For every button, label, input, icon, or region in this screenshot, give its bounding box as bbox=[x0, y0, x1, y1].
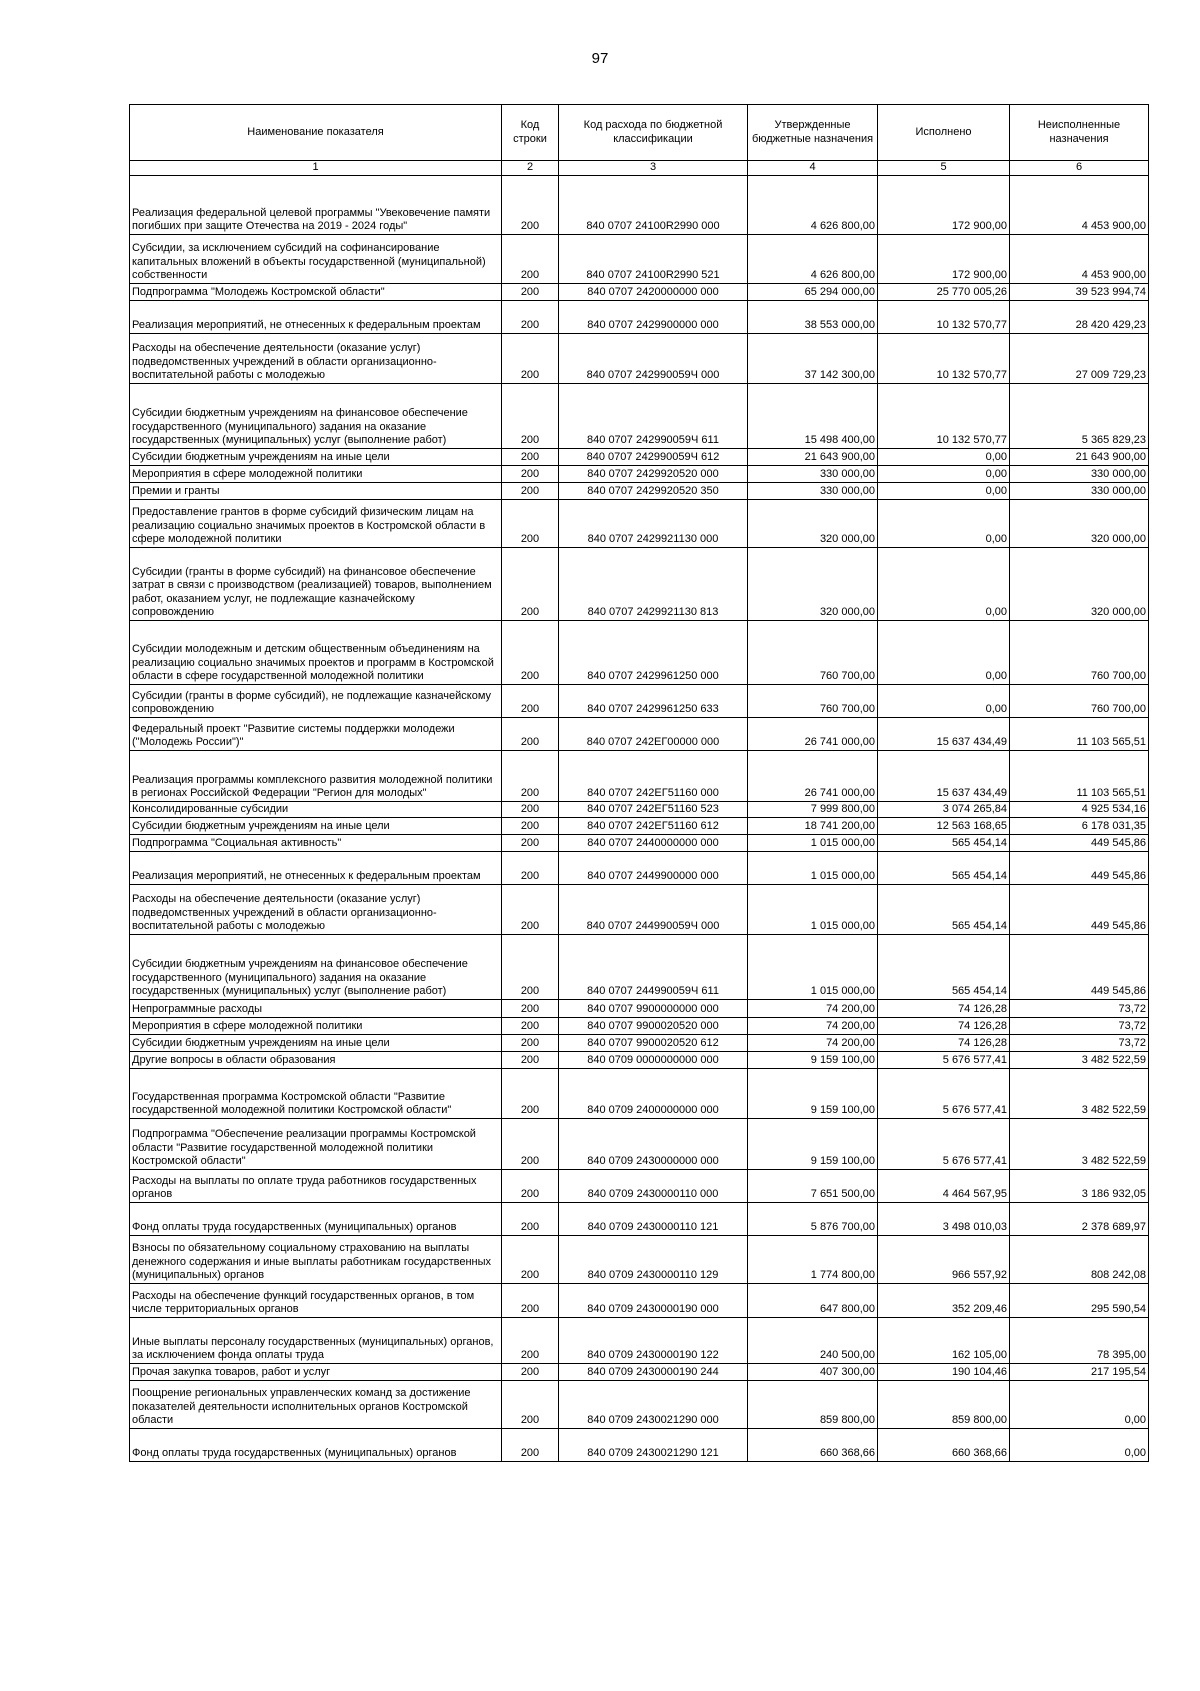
cell-approved: 760 700,00 bbox=[748, 621, 878, 685]
table-row bbox=[130, 1119, 1149, 1170]
cell-line-code: 200 bbox=[502, 483, 559, 500]
cell-approved: 660 368,66 bbox=[748, 1429, 878, 1462]
cell-executed: 0,00 bbox=[878, 449, 1010, 466]
cell-approved: 9 159 100,00 bbox=[748, 1052, 878, 1069]
cell-name: Расходы на обеспечение деятельности (оказание услуг) подведомственных учреждений в области организационно-воспитательной работы с молодежью bbox=[130, 885, 502, 935]
col-number: 5 bbox=[878, 161, 1010, 176]
cell-line-code: 200 bbox=[502, 718, 559, 751]
cell-approved: 1 774 800,00 bbox=[748, 1236, 878, 1284]
cell-line-code: 200 bbox=[502, 500, 559, 548]
cell-remaining: 330 000,00 bbox=[1010, 483, 1149, 500]
cell-remaining: 73,72 bbox=[1010, 1018, 1149, 1035]
cell-remaining: 78 395,00 bbox=[1010, 1318, 1149, 1364]
table-row bbox=[130, 384, 1149, 449]
cell-classification: 840 0709 2430000190 122 bbox=[559, 1318, 748, 1364]
cell-executed: 660 368,66 bbox=[878, 1429, 1010, 1462]
cell-approved: 74 200,00 bbox=[748, 1018, 878, 1035]
col-header-code: Код строки bbox=[502, 105, 559, 161]
cell-line-code: 200 bbox=[502, 1035, 559, 1052]
col-number: 6 bbox=[1010, 161, 1149, 176]
table-row bbox=[130, 852, 1149, 885]
cell-executed: 4 464 567,95 bbox=[878, 1170, 1010, 1203]
cell-approved: 1 015 000,00 bbox=[748, 852, 878, 885]
table-row bbox=[130, 1318, 1149, 1364]
cell-line-code: 200 bbox=[502, 1170, 559, 1203]
cell-approved: 240 500,00 bbox=[748, 1318, 878, 1364]
cell-executed: 3 074 265,84 bbox=[878, 802, 1010, 818]
cell-approved: 21 643 900,00 bbox=[748, 449, 878, 466]
cell-executed: 10 132 570,77 bbox=[878, 301, 1010, 334]
cell-approved: 330 000,00 bbox=[748, 466, 878, 483]
cell-line-code: 200 bbox=[502, 284, 559, 301]
cell-line-code: 200 bbox=[502, 818, 559, 835]
table-row bbox=[130, 466, 1149, 483]
budget-table bbox=[129, 104, 1149, 1462]
cell-classification: 840 0709 2400000000 000 bbox=[559, 1069, 748, 1119]
cell-name: Субсидии (гранты в форме субсидий) на финансовое обеспечение затрат в связи с производством (реализацией) товаров, выполнением работ, оказанием услуг, не подлежащие казначейскому сопровождению bbox=[130, 548, 502, 621]
cell-classification: 840 0707 2429900000 000 bbox=[559, 301, 748, 334]
cell-name: Другие вопросы в области образования bbox=[130, 1052, 502, 1069]
cell-line-code: 200 bbox=[502, 835, 559, 852]
cell-name: Фонд оплаты труда государственных (муниципальных) органов bbox=[130, 1429, 502, 1462]
cell-classification: 840 0707 242ЕГ00000 000 bbox=[559, 718, 748, 751]
cell-classification: 840 0709 2430000110 000 bbox=[559, 1170, 748, 1203]
cell-name: Расходы на обеспечение деятельности (оказание услуг) подведомственных учреждений в области организационно-воспитательной работы с молодежью bbox=[130, 334, 502, 384]
cell-name: Субсидии, за исключением субсидий на софинансирование капитальных вложений в объекты государственной (муниципальной) собственности bbox=[130, 235, 502, 284]
cell-classification: 840 0707 242990059Ч 612 bbox=[559, 449, 748, 466]
cell-line-code: 200 bbox=[502, 1429, 559, 1462]
cell-remaining: 4 453 900,00 bbox=[1010, 176, 1149, 235]
cell-classification: 840 0709 2430021290 000 bbox=[559, 1381, 748, 1429]
cell-name: Подпрограмма "Социальная активность" bbox=[130, 835, 502, 852]
table-row bbox=[130, 685, 1149, 718]
cell-remaining: 28 420 429,23 bbox=[1010, 301, 1149, 334]
col-header-approved: Утвержденные бюджетные назначения bbox=[748, 105, 878, 161]
cell-classification: 840 0707 9900000000 000 bbox=[559, 1000, 748, 1018]
table-row bbox=[130, 1284, 1149, 1318]
cell-approved: 15 498 400,00 bbox=[748, 384, 878, 449]
cell-name: Федеральный проект "Развитие системы поддержки молодежи ("Молодежь России")" bbox=[130, 718, 502, 751]
cell-line-code: 200 bbox=[502, 852, 559, 885]
cell-executed: 565 454,14 bbox=[878, 852, 1010, 885]
cell-approved: 320 000,00 bbox=[748, 500, 878, 548]
cell-classification: 840 0707 2429961250 633 bbox=[559, 685, 748, 718]
cell-remaining: 5 365 829,23 bbox=[1010, 384, 1149, 449]
cell-approved: 26 741 000,00 bbox=[748, 751, 878, 802]
col-header-remaining: Неисполненные назначения bbox=[1010, 105, 1149, 161]
table-row bbox=[130, 449, 1149, 466]
cell-classification: 840 0709 2430000190 244 bbox=[559, 1364, 748, 1381]
table-row bbox=[130, 1018, 1149, 1035]
cell-classification: 840 0707 2429920520 000 bbox=[559, 466, 748, 483]
cell-name: Взносы по обязательному социальному страхованию на выплаты денежного содержания и иные выплаты работникам государственных (муниципальных) органов bbox=[130, 1236, 502, 1284]
cell-approved: 9 159 100,00 bbox=[748, 1119, 878, 1170]
cell-classification: 840 0709 2430000190 000 bbox=[559, 1284, 748, 1318]
table-row bbox=[130, 621, 1149, 685]
cell-classification: 840 0707 242ЕГ51160 612 bbox=[559, 818, 748, 835]
cell-executed: 0,00 bbox=[878, 483, 1010, 500]
table-row bbox=[130, 1035, 1149, 1052]
cell-classification: 840 0707 2429921130 813 bbox=[559, 548, 748, 621]
cell-name: Иные выплаты персоналу государственных (муниципальных) органов, за исключением фонда оплаты труда bbox=[130, 1318, 502, 1364]
cell-line-code: 200 bbox=[502, 685, 559, 718]
cell-name: Субсидии бюджетным учреждениям на иные цели bbox=[130, 449, 502, 466]
cell-name: Субсидии бюджетным учреждениям на финансовое обеспечение государственного (муниципального) задания на оказание государственных (муниципальных) услуг (выполнение работ) bbox=[130, 384, 502, 449]
table-row bbox=[130, 500, 1149, 548]
cell-line-code: 200 bbox=[502, 802, 559, 818]
cell-remaining: 39 523 994,74 bbox=[1010, 284, 1149, 301]
cell-name: Мероприятия в сфере молодежной политики bbox=[130, 466, 502, 483]
cell-executed: 352 209,46 bbox=[878, 1284, 1010, 1318]
cell-executed: 966 557,92 bbox=[878, 1236, 1010, 1284]
table-row bbox=[130, 935, 1149, 1000]
cell-remaining: 449 545,86 bbox=[1010, 835, 1149, 852]
cell-approved: 4 626 800,00 bbox=[748, 235, 878, 284]
col-number: 2 bbox=[502, 161, 559, 176]
cell-classification: 840 0707 9900020520 000 bbox=[559, 1018, 748, 1035]
cell-remaining: 6 178 031,35 bbox=[1010, 818, 1149, 835]
cell-line-code: 200 bbox=[502, 885, 559, 935]
cell-approved: 18 741 200,00 bbox=[748, 818, 878, 835]
cell-name: Реализация мероприятий, не отнесенных к федеральным проектам bbox=[130, 301, 502, 334]
cell-remaining: 449 545,86 bbox=[1010, 885, 1149, 935]
cell-approved: 1 015 000,00 bbox=[748, 835, 878, 852]
table-row bbox=[130, 751, 1149, 802]
cell-classification: 840 0707 2429920520 350 bbox=[559, 483, 748, 500]
table-row bbox=[130, 885, 1149, 935]
cell-line-code: 200 bbox=[502, 1381, 559, 1429]
table-row bbox=[130, 1052, 1149, 1069]
cell-executed: 565 454,14 bbox=[878, 835, 1010, 852]
cell-classification: 840 0707 2449900000 000 bbox=[559, 852, 748, 885]
cell-name: Непрограммные расходы bbox=[130, 1000, 502, 1018]
cell-remaining: 73,72 bbox=[1010, 1035, 1149, 1052]
cell-approved: 26 741 000,00 bbox=[748, 718, 878, 751]
cell-line-code: 200 bbox=[502, 449, 559, 466]
cell-remaining: 3 482 522,59 bbox=[1010, 1052, 1149, 1069]
cell-executed: 172 900,00 bbox=[878, 235, 1010, 284]
table-row bbox=[130, 1381, 1149, 1429]
col-number: 1 bbox=[130, 161, 502, 176]
table-row bbox=[130, 483, 1149, 500]
cell-executed: 859 800,00 bbox=[878, 1381, 1010, 1429]
cell-remaining: 808 242,08 bbox=[1010, 1236, 1149, 1284]
header-row bbox=[130, 105, 1149, 161]
cell-executed: 5 676 577,41 bbox=[878, 1069, 1010, 1119]
cell-remaining: 330 000,00 bbox=[1010, 466, 1149, 483]
table-row bbox=[130, 1170, 1149, 1203]
cell-remaining: 4 925 534,16 bbox=[1010, 802, 1149, 818]
cell-classification: 840 0707 2440000000 000 bbox=[559, 835, 748, 852]
cell-line-code: 200 bbox=[502, 621, 559, 685]
cell-executed: 74 126,28 bbox=[878, 1018, 1010, 1035]
table-row bbox=[130, 718, 1149, 751]
cell-executed: 162 105,00 bbox=[878, 1318, 1010, 1364]
table-row bbox=[130, 802, 1149, 818]
table-row bbox=[130, 235, 1149, 284]
cell-line-code: 200 bbox=[502, 1052, 559, 1069]
cell-executed: 190 104,46 bbox=[878, 1364, 1010, 1381]
cell-approved: 65 294 000,00 bbox=[748, 284, 878, 301]
cell-name: Расходы на выплаты по оплате труда работников государственных органов bbox=[130, 1170, 502, 1203]
cell-remaining: 217 195,54 bbox=[1010, 1364, 1149, 1381]
cell-name: Субсидии бюджетным учреждениям на финансовое обеспечение государственного (муниципального) задания на оказание государственных (муниципальных) услуг (выполнение работ) bbox=[130, 935, 502, 1000]
cell-classification: 840 0707 242ЕГ51160 523 bbox=[559, 802, 748, 818]
cell-name: Расходы на обеспечение функций государственных органов, в том числе территориальных органов bbox=[130, 1284, 502, 1318]
cell-line-code: 200 bbox=[502, 935, 559, 1000]
cell-line-code: 200 bbox=[502, 1018, 559, 1035]
cell-name: Поощрение региональных управленческих команд за достижение показателей деятельности исполнительных органов Костромской области bbox=[130, 1381, 502, 1429]
cell-line-code: 200 bbox=[502, 301, 559, 334]
cell-remaining: 295 590,54 bbox=[1010, 1284, 1149, 1318]
cell-executed: 0,00 bbox=[878, 466, 1010, 483]
cell-executed: 10 132 570,77 bbox=[878, 384, 1010, 449]
cell-classification: 840 0709 2430000000 000 bbox=[559, 1119, 748, 1170]
table-row bbox=[130, 284, 1149, 301]
table-row bbox=[130, 1364, 1149, 1381]
cell-remaining: 3 186 932,05 bbox=[1010, 1170, 1149, 1203]
cell-classification: 840 0707 2429961250 000 bbox=[559, 621, 748, 685]
col-header-classification: Код расхода по бюджетной классификации bbox=[559, 105, 748, 161]
cell-line-code: 200 bbox=[502, 1318, 559, 1364]
table-row bbox=[130, 1236, 1149, 1284]
cell-line-code: 200 bbox=[502, 1284, 559, 1318]
cell-line-code: 200 bbox=[502, 176, 559, 235]
cell-executed: 565 454,14 bbox=[878, 885, 1010, 935]
cell-line-code: 200 bbox=[502, 334, 559, 384]
cell-name: Консолидированные субсидии bbox=[130, 802, 502, 818]
cell-line-code: 200 bbox=[502, 1364, 559, 1381]
cell-name: Субсидии бюджетным учреждениям на иные цели bbox=[130, 818, 502, 835]
cell-approved: 320 000,00 bbox=[748, 548, 878, 621]
cell-approved: 1 015 000,00 bbox=[748, 935, 878, 1000]
table-body bbox=[130, 176, 1149, 1462]
cell-remaining: 449 545,86 bbox=[1010, 852, 1149, 885]
cell-remaining: 4 453 900,00 bbox=[1010, 235, 1149, 284]
cell-name: Государственная программа Костромской области "Развитие государственной молодежной политики Костромской области" bbox=[130, 1069, 502, 1119]
cell-name: Прочая закупка товаров, работ и услуг bbox=[130, 1364, 502, 1381]
cell-approved: 9 159 100,00 bbox=[748, 1069, 878, 1119]
page-number: 97 bbox=[591, 50, 609, 67]
cell-remaining: 73,72 bbox=[1010, 1000, 1149, 1018]
cell-classification: 840 0707 2420000000 000 bbox=[559, 284, 748, 301]
cell-approved: 37 142 300,00 bbox=[748, 334, 878, 384]
table-row bbox=[130, 818, 1149, 835]
table-row bbox=[130, 835, 1149, 852]
cell-executed: 172 900,00 bbox=[878, 176, 1010, 235]
cell-executed: 74 126,28 bbox=[878, 1035, 1010, 1052]
cell-executed: 565 454,14 bbox=[878, 935, 1010, 1000]
table-row bbox=[130, 1069, 1149, 1119]
cell-executed: 12 563 168,65 bbox=[878, 818, 1010, 835]
cell-executed: 10 132 570,77 bbox=[878, 334, 1010, 384]
cell-classification: 840 0707 2429921130 000 bbox=[559, 500, 748, 548]
cell-approved: 74 200,00 bbox=[748, 1000, 878, 1018]
cell-classification: 840 0707 24100R2990 000 bbox=[559, 176, 748, 235]
cell-approved: 1 015 000,00 bbox=[748, 885, 878, 935]
cell-name: Реализация программы комплексного развития молодежной политики в регионах Российской Федерации "Регион для молодых" bbox=[130, 751, 502, 802]
cell-remaining: 320 000,00 bbox=[1010, 548, 1149, 621]
table-row bbox=[130, 1000, 1149, 1018]
cell-executed: 5 676 577,41 bbox=[878, 1052, 1010, 1069]
cell-executed: 0,00 bbox=[878, 548, 1010, 621]
cell-name: Субсидии молодежным и детским общественным объединениям на реализацию социально значимых проектов и программ в Костромской области в сфере государственной молодежной политики bbox=[130, 621, 502, 685]
cell-approved: 7 651 500,00 bbox=[748, 1170, 878, 1203]
cell-executed: 25 770 005,26 bbox=[878, 284, 1010, 301]
cell-remaining: 3 482 522,59 bbox=[1010, 1119, 1149, 1170]
cell-classification: 840 0707 242990059Ч 611 bbox=[559, 384, 748, 449]
cell-name: Субсидии бюджетным учреждениям на иные цели bbox=[130, 1035, 502, 1052]
cell-executed: 74 126,28 bbox=[878, 1000, 1010, 1018]
cell-name: Мероприятия в сфере молодежной политики bbox=[130, 1018, 502, 1035]
cell-classification: 840 0707 244990059Ч 611 bbox=[559, 935, 748, 1000]
cell-line-code: 200 bbox=[502, 1236, 559, 1284]
cell-line-code: 200 bbox=[502, 1000, 559, 1018]
cell-remaining: 3 482 522,59 bbox=[1010, 1069, 1149, 1119]
cell-remaining: 760 700,00 bbox=[1010, 685, 1149, 718]
cell-name: Субсидии (гранты в форме субсидий), не подлежащие казначейскому сопровождению bbox=[130, 685, 502, 718]
cell-remaining: 11 103 565,51 bbox=[1010, 718, 1149, 751]
col-number: 4 bbox=[748, 161, 878, 176]
cell-remaining: 449 545,86 bbox=[1010, 935, 1149, 1000]
cell-executed: 3 498 010,03 bbox=[878, 1203, 1010, 1236]
cell-executed: 0,00 bbox=[878, 621, 1010, 685]
cell-executed: 15 637 434,49 bbox=[878, 718, 1010, 751]
cell-approved: 7 999 800,00 bbox=[748, 802, 878, 818]
cell-name: Реализация мероприятий, не отнесенных к федеральным проектам bbox=[130, 852, 502, 885]
cell-remaining: 2 378 689,97 bbox=[1010, 1203, 1149, 1236]
cell-classification: 840 0707 24100R2990 521 bbox=[559, 235, 748, 284]
cell-remaining: 0,00 bbox=[1010, 1381, 1149, 1429]
cell-approved: 760 700,00 bbox=[748, 685, 878, 718]
cell-remaining: 760 700,00 bbox=[1010, 621, 1149, 685]
cell-remaining: 27 009 729,23 bbox=[1010, 334, 1149, 384]
table-row bbox=[130, 334, 1149, 384]
cell-name: Фонд оплаты труда государственных (муниципальных) органов bbox=[130, 1203, 502, 1236]
cell-approved: 859 800,00 bbox=[748, 1381, 878, 1429]
cell-classification: 840 0707 244990059Ч 000 bbox=[559, 885, 748, 935]
cell-remaining: 0,00 bbox=[1010, 1429, 1149, 1462]
cell-classification: 840 0707 9900020520 612 bbox=[559, 1035, 748, 1052]
cell-line-code: 200 bbox=[502, 1203, 559, 1236]
cell-executed: 5 676 577,41 bbox=[878, 1119, 1010, 1170]
cell-name: Предоставление грантов в форме субсидий физическим лицам на реализацию социально значимых проектов в Костромской области в сфере молодежной политики bbox=[130, 500, 502, 548]
cell-classification: 840 0709 2430021290 121 bbox=[559, 1429, 748, 1462]
cell-classification: 840 0707 242ЕГ51160 000 bbox=[559, 751, 748, 802]
cell-classification: 840 0709 0000000000 000 bbox=[559, 1052, 748, 1069]
cell-approved: 4 626 800,00 bbox=[748, 176, 878, 235]
cell-classification: 840 0707 242990059Ч 000 bbox=[559, 334, 748, 384]
cell-executed: 0,00 bbox=[878, 685, 1010, 718]
table-row bbox=[130, 1203, 1149, 1236]
table-row bbox=[130, 301, 1149, 334]
cell-approved: 74 200,00 bbox=[748, 1035, 878, 1052]
col-header-name: Наименование показателя bbox=[130, 105, 502, 161]
cell-line-code: 200 bbox=[502, 1119, 559, 1170]
cell-line-code: 200 bbox=[502, 466, 559, 483]
table-row bbox=[130, 548, 1149, 621]
cell-name: Подпрограмма "Обеспечение реализации программы Костромской области "Развитие государственной молодежной политики Костромской области" bbox=[130, 1119, 502, 1170]
column-number-row bbox=[130, 161, 1149, 176]
table-row bbox=[130, 1429, 1149, 1462]
cell-name: Премии и гранты bbox=[130, 483, 502, 500]
cell-executed: 0,00 bbox=[878, 500, 1010, 548]
cell-executed: 15 637 434,49 bbox=[878, 751, 1010, 802]
cell-approved: 5 876 700,00 bbox=[748, 1203, 878, 1236]
col-header-executed: Исполнено bbox=[878, 105, 1010, 161]
cell-classification: 840 0709 2430000110 129 bbox=[559, 1236, 748, 1284]
cell-remaining: 320 000,00 bbox=[1010, 500, 1149, 548]
cell-name: Подпрограмма "Молодежь Костромской области" bbox=[130, 284, 502, 301]
cell-line-code: 200 bbox=[502, 384, 559, 449]
cell-approved: 330 000,00 bbox=[748, 483, 878, 500]
col-number: 3 bbox=[559, 161, 748, 176]
cell-line-code: 200 bbox=[502, 1069, 559, 1119]
cell-remaining: 11 103 565,51 bbox=[1010, 751, 1149, 802]
cell-approved: 647 800,00 bbox=[748, 1284, 878, 1318]
cell-approved: 38 553 000,00 bbox=[748, 301, 878, 334]
cell-remaining: 21 643 900,00 bbox=[1010, 449, 1149, 466]
table-row bbox=[130, 176, 1149, 235]
cell-line-code: 200 bbox=[502, 235, 559, 284]
cell-classification: 840 0709 2430000110 121 bbox=[559, 1203, 748, 1236]
cell-approved: 407 300,00 bbox=[748, 1364, 878, 1381]
cell-name: Реализация федеральной целевой программы "Увековечение памяти погибших при защите Отечества на 2019 - 2024 годы" bbox=[130, 176, 502, 235]
cell-line-code: 200 bbox=[502, 548, 559, 621]
cell-line-code: 200 bbox=[502, 751, 559, 802]
